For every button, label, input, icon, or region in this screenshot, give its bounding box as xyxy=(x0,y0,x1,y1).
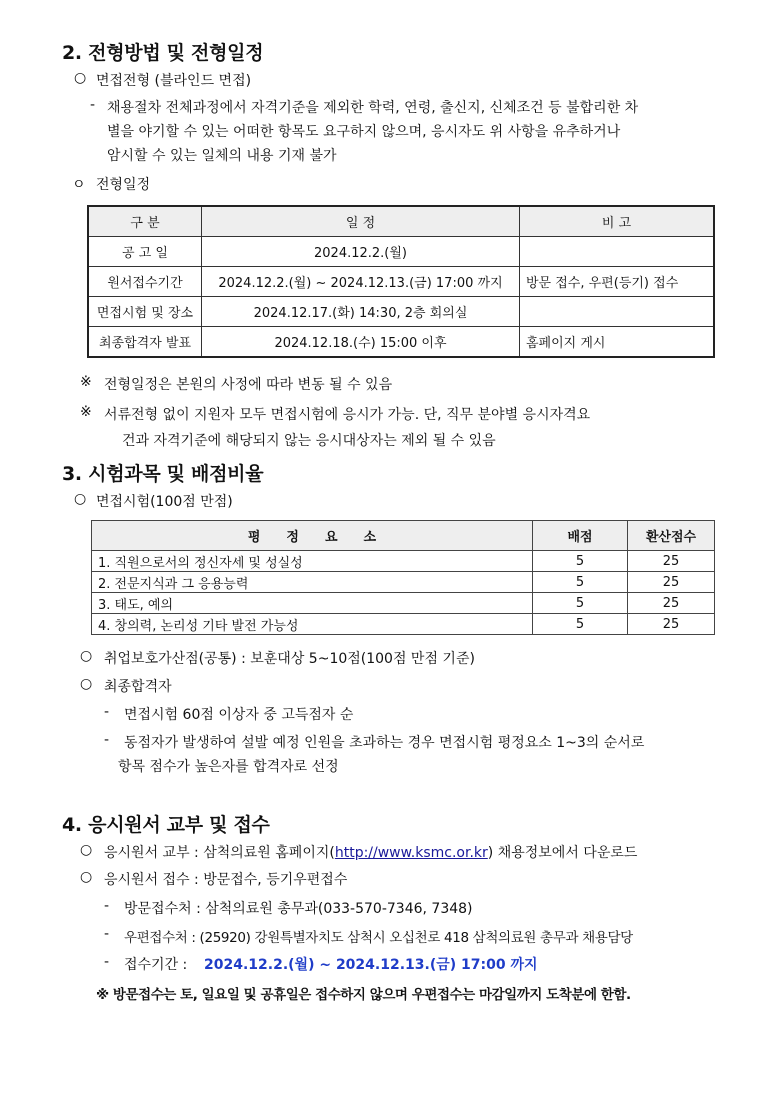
schedule-bullet: ㅇ xyxy=(72,177,86,193)
row-category: 최종합격자 발표 xyxy=(88,327,202,358)
mail-dash: - xyxy=(104,926,110,942)
row-points: 5 xyxy=(533,614,628,635)
row-points: 5 xyxy=(533,572,628,593)
period-dash: - xyxy=(104,954,110,970)
row-schedule: 2024.12.2.(월) ~ 2024.12.13.(금) 17:00 까지 xyxy=(202,267,520,297)
visit-dash: - xyxy=(104,898,110,914)
table-row xyxy=(92,614,715,635)
row-schedule: 2024.12.2.(월) xyxy=(202,237,520,267)
note1-text: 전형일정은 본원의 사정에 따라 변동 될 수 있음 xyxy=(104,377,393,393)
row-schedule: 2024.12.17.(화) 14:30, 2층 회의실 xyxy=(202,297,520,327)
section-4-heading: 4. 응시원서 교부 및 접수 xyxy=(62,814,270,836)
header-remarks: 비 고 xyxy=(520,206,715,237)
row-points: 5 xyxy=(533,593,628,614)
row-criteria: 4. 창의력, 논리성 기타 발전 가능성 xyxy=(92,614,533,635)
final-bullet: ○ xyxy=(80,676,93,692)
row-remarks: 홈페이지 게시 xyxy=(520,327,715,358)
note2-mark: ※ xyxy=(80,404,92,420)
final1-dash: - xyxy=(104,704,110,720)
row-category: 공 고 일 xyxy=(88,237,202,267)
homepage-link[interactable]: http://www.ksmc.or.kr xyxy=(334,845,488,861)
header-converted: 환산점수 xyxy=(628,521,715,551)
final2-dash: - xyxy=(104,732,110,748)
row-schedule: 2024.12.18.(수) 15:00 이후 xyxy=(202,327,520,358)
exam-title: 면접시험(100점 만점) xyxy=(96,494,233,510)
note2-line2: 건과 자격기준에 해당되지 않는 응시대상자는 제외 될 수 있음 xyxy=(122,433,496,449)
row-criteria: 1. 직원으로서의 정신자세 및 성실성 xyxy=(92,551,533,572)
interview-title: 면접전형 (블라인드 면접) xyxy=(96,73,252,89)
row-points: 5 xyxy=(533,551,628,572)
header-criteria: 평 정 요 소 xyxy=(92,521,533,551)
section-3-heading: 3. 시험과목 및 배점비율 xyxy=(62,463,264,485)
header-category: 구 분 xyxy=(88,206,202,237)
header-points: 배점 xyxy=(533,521,628,551)
exam-bullet: ○ xyxy=(74,491,87,507)
final2-line2: 항목 점수가 높은자를 합격자로 선정 xyxy=(118,759,339,775)
dist-suffix: ) 채용정보에서 다운로드 xyxy=(487,845,638,861)
row-remarks xyxy=(520,297,715,327)
row-remarks xyxy=(520,237,715,267)
row-converted: 25 xyxy=(628,614,715,635)
scoring-table xyxy=(91,520,715,635)
row-category: 원서접수기간 xyxy=(88,267,202,297)
header-schedule: 일 정 xyxy=(202,206,520,237)
period-label: 접수기간 : xyxy=(124,957,188,973)
table-row xyxy=(88,267,714,297)
row-converted: 25 xyxy=(628,593,715,614)
table-row xyxy=(92,551,715,572)
row-category: 면접시험 및 장소 xyxy=(88,297,202,327)
final2-line1: 동점자가 발생하여 설발 예정 인원을 초과하는 경우 면접시험 평정요소 1~3의 순서로 xyxy=(124,735,645,751)
row-converted: 25 xyxy=(628,572,715,593)
table-row xyxy=(88,327,714,358)
interview-desc-line2: 별을 야기할 수 있는 어떠한 항목도 요구하지 않으며, 응시자도 위 사항을 유추하거나 xyxy=(107,124,621,140)
table-row xyxy=(88,237,714,267)
mail-text: 우편접수처 : (25920) 강원특별자치도 삼척시 오십천로 418 삼척의료원 총무과 채용담당 xyxy=(124,930,633,946)
table-row xyxy=(88,297,714,327)
visit-text: 방문접수처 : 삼척의료원 총무과(033-570-7346, 7348) xyxy=(124,901,473,917)
row-criteria: 2. 전문지식과 그 응용능력 xyxy=(92,572,533,593)
bonus-text: 취업보호가산점(공통) : 보훈대상 5~10점(100점 만점 기준) xyxy=(104,651,475,667)
row-criteria: 3. 태도, 예의 xyxy=(92,593,533,614)
final-note: ※ 방문접수는 토, 일요일 및 공휴일은 접수하지 않으며 우편접수는 마감일까지 도착분에 한함. xyxy=(96,987,631,1003)
recv-bullet: ○ xyxy=(80,869,93,885)
schedule-table-header xyxy=(88,206,714,237)
schedule-title: 전형일정 xyxy=(96,177,151,193)
table-row xyxy=(92,572,715,593)
bonus-bullet: ○ xyxy=(80,648,93,664)
section-2-heading: 2. 전형방법 및 전형일정 xyxy=(62,42,264,64)
interview-bullet: ○ xyxy=(74,70,87,86)
row-converted: 25 xyxy=(628,551,715,572)
final1-text: 면접시험 60점 이상자 중 고득점자 순 xyxy=(124,707,354,723)
dist-prefix: 응시원서 교부 : 삼척의료원 홈페이지( xyxy=(104,845,335,861)
interview-desc-line1: 채용절차 전체과정에서 자격기준을 제외한 학력, 연령, 출신지, 신체조건 등 불합리한 차 xyxy=(107,100,639,116)
recv-text: 응시원서 접수 : 방문접수, 등기우편접수 xyxy=(104,872,348,888)
note2-line1: 서류전형 없이 지원자 모두 면접시험에 응시가 가능. 단, 직무 분야별 응시자격요 xyxy=(104,407,591,423)
note1-mark: ※ xyxy=(80,374,92,390)
period-value: 2024.12.2.(월) ~ 2024.12.13.(금) 17:00 까지 xyxy=(204,957,538,973)
interview-dash: - xyxy=(90,97,96,113)
schedule-table xyxy=(87,205,715,358)
table-row xyxy=(92,593,715,614)
final-title: 최종합격자 xyxy=(104,679,172,695)
dist-line xyxy=(104,842,637,862)
interview-desc-line3: 암시할 수 있는 일체의 내용 기재 불가 xyxy=(107,148,337,164)
scoring-table-header xyxy=(92,521,715,551)
row-remarks: 방문 접수, 우편(등기) 접수 xyxy=(520,267,715,297)
dist-bullet: ○ xyxy=(80,842,93,858)
